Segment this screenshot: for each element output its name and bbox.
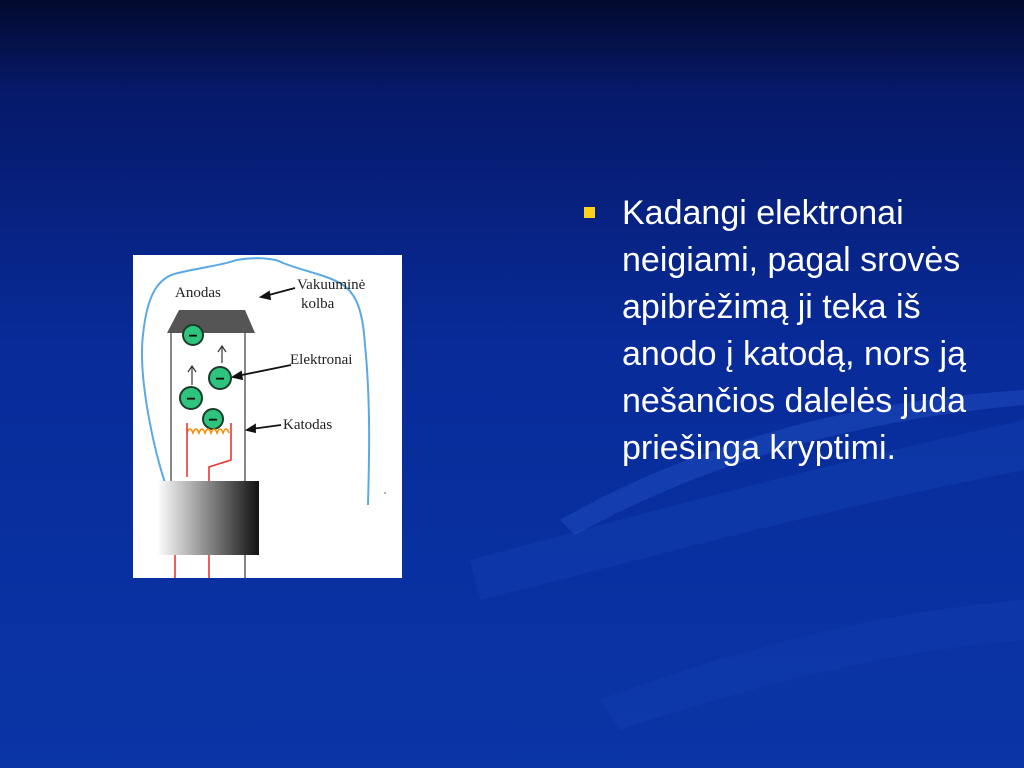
vacuum-tube-figure [133, 255, 402, 578]
bulb-label-line1: Vakuuminė [297, 277, 366, 293]
svg-text:−: − [188, 328, 198, 345]
bullet-text: Kadangi elektronai neigiami, pagal srovės apibrėžimą ji teka iš anodo į katodą, nors ją nešančios dalelės juda priešinga kryptimi. [622, 194, 967, 467]
electrons-label: Elektronai [290, 352, 353, 368]
bullet-marker-icon [584, 207, 595, 218]
bullet-list [584, 190, 1004, 472]
anode-plate [167, 310, 255, 333]
electron [203, 409, 223, 429]
svg-text:−: − [186, 391, 196, 408]
cathode-label: Katodas [283, 417, 333, 433]
svg-text:−: − [215, 371, 225, 388]
cathode-filament [187, 429, 229, 433]
bulb-label-line2: kolba [301, 296, 335, 312]
tube-base [157, 481, 259, 555]
svg-text:−: − [208, 412, 218, 429]
anode-label: Anodas [175, 285, 221, 301]
electron [209, 367, 231, 389]
electron [183, 325, 203, 345]
electron [180, 387, 202, 409]
